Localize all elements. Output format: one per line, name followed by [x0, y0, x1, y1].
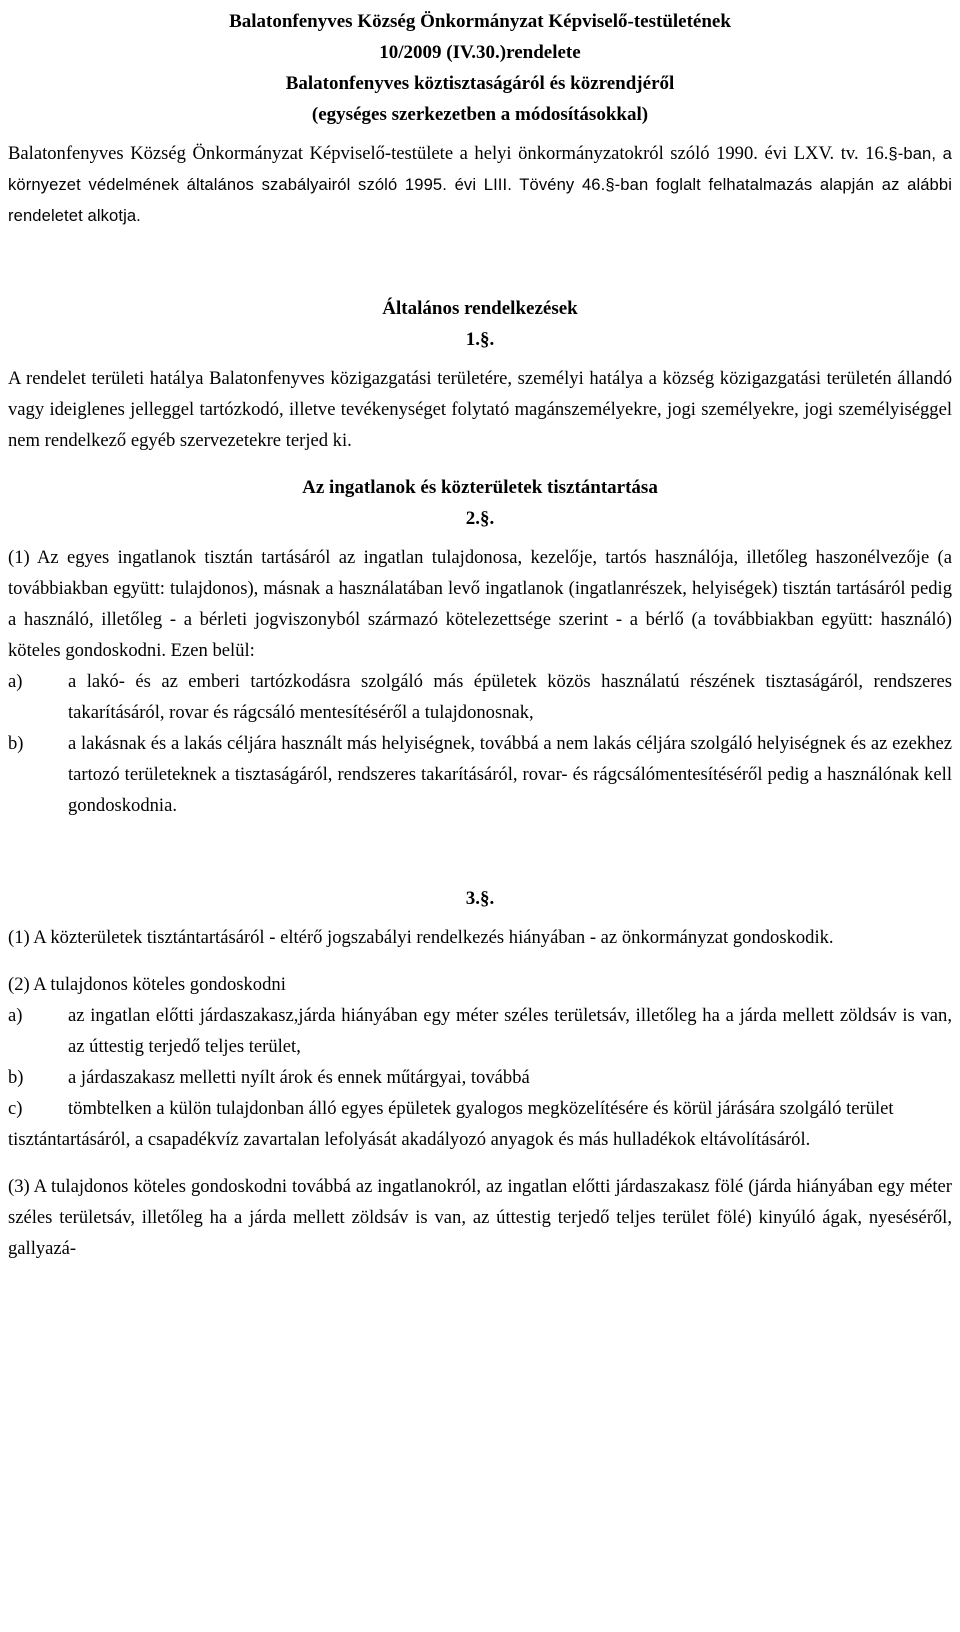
section-3-paragraph-3: (3) A tulajdonos köteles gondoskodni továbbá az ingatlanokról, az ingatlan előtti járdaszakasz fölé (járda hiányában egy méter széles területsáv, illetőleg ha a járda mellett zöldsáv is van, az úttestig terjedő teljes terület fölé) kinyúló ágak, nyeséséről, gallyazá- — [8, 1176, 952, 1259]
item-text: tömbtelken a külön tulajdonban álló egyes épületek gyalogos megközelítésére és körül járására szolgáló terület — [68, 1098, 894, 1119]
section-3-item-c — [8, 1093, 952, 1124]
section-3-number: 3.§. — [465, 888, 495, 909]
item-label: a) — [8, 1005, 23, 1026]
document-page — [8, 6, 952, 1264]
item-text: a lakó- és az emberi tartózkodásra szolgáló más épületek közös használatú részének tisztaságáról, rendszeres takarításáról, rovar és rágcsáló mentesítéséről a tulajdonosnak, — [68, 671, 952, 723]
title-line-2: 10/2009 (IV.30.)rendelete — [379, 42, 581, 63]
section-3-paragraph-1: (1) A közterületek tisztántartásáról - eltérő jogszabályi rendelkezés hiányában - az önkormányzat gondoskodik. — [8, 927, 834, 948]
item-text: az ingatlan előtti járdaszakasz,járda hiányában egy méter széles területsáv, illetőleg ha a járda mellett zöldsáv is van, az úttestig terjedő teljes terület, — [68, 1005, 952, 1057]
item-text: a lakásnak és a lakás céljára használt más helyiségnek, továbbá a nem lakás céljára szolgáló helyiségnek és az ezekhez tartozó területeknek a tisztaságáról, rendszeres takarításáról, rovar- és rágcsálómentesítéséről pedig a használónak kell gondoskodnia. — [68, 733, 952, 816]
section-3-item-b — [8, 1062, 952, 1093]
section-2-item-b — [8, 728, 952, 821]
item-label: b) — [8, 1067, 24, 1088]
title-line-4: (egységes szerkezetben a módosításokkal) — [311, 104, 649, 125]
section-2-paragraph-1: (1) Az egyes ingatlanok tisztán tartásáról az ingatlan tulajdonosa, kezelője, tartós használója, illetőleg haszonélvezője (a továbbiakban együtt: tulajdonos), másnak a használatában levő ingatlanok (ingatlanrészek, helyiségek) tisztán tartásáról pedig a használó, illetőleg - a bérleti jogviszonyból származó kötelezettsége szerint - a bérlő (a továbbiakban együtt: használó) köteles gondoskodni. Ezen belül: — [8, 547, 952, 661]
section-2-item-a — [8, 666, 952, 728]
section-3-item-a — [8, 1000, 952, 1062]
section-2-number: 2.§. — [465, 508, 495, 529]
preamble — [8, 138, 952, 231]
preamble-part-1: Balatonfenyves Község Önkormányzat Képviselő-testülete a helyi önkormányzatokról szóló 1990. évi LXV. tv. 16. — [8, 143, 889, 164]
document-title — [8, 6, 952, 130]
preamble-part-2: §-ban, a környezet védelmének általános szabályairól szóló 1995. évi LIII. Tövény 46. — [8, 144, 952, 194]
section-3-paragraph-2-intro: (2) A tulajdonos köteles gondoskodni — [8, 974, 286, 995]
title-line-3: Balatonfenyves köztisztaságáról és közrendjéről — [285, 73, 675, 94]
section-3-paragraph-2-outro: tisztántartásáról, a csapadékvíz zavartalan lefolyását akadályozó anyagok és más hulladékok eltávolításáról. — [8, 1129, 811, 1150]
section-1-heading: Általános rendelkezések — [382, 298, 578, 319]
section-2-heading: Az ingatlanok és közterületek tisztántartása — [302, 477, 658, 498]
item-label: a) — [8, 671, 23, 692]
item-text: a járdaszakasz melletti nyílt árok és ennek műtárgyai, továbbá — [68, 1067, 530, 1088]
item-label: b) — [8, 733, 24, 754]
section-1-text: A rendelet területi hatálya Balatonfenyves közigazgatási területére, személyi hatálya a község közigazgatási területén állandó vagy ideiglenes jelleggel tartózkodó, illetve tevékenységet folytató magánszemélyekre, jogi személyekre, jogi személyiséggel nem rendelkező egyéb szervezetekre terjed ki. — [8, 368, 952, 451]
preamble-part-3: §-ban foglalt felhatalmazás alapján az alábbi rendeletet alkotja. — [8, 175, 952, 225]
title-line-1: Balatonfenyves Község Önkormányzat Képviselő-testületének — [229, 11, 731, 32]
item-label: c) — [8, 1098, 23, 1119]
section-1-number: 1.§. — [465, 329, 495, 350]
